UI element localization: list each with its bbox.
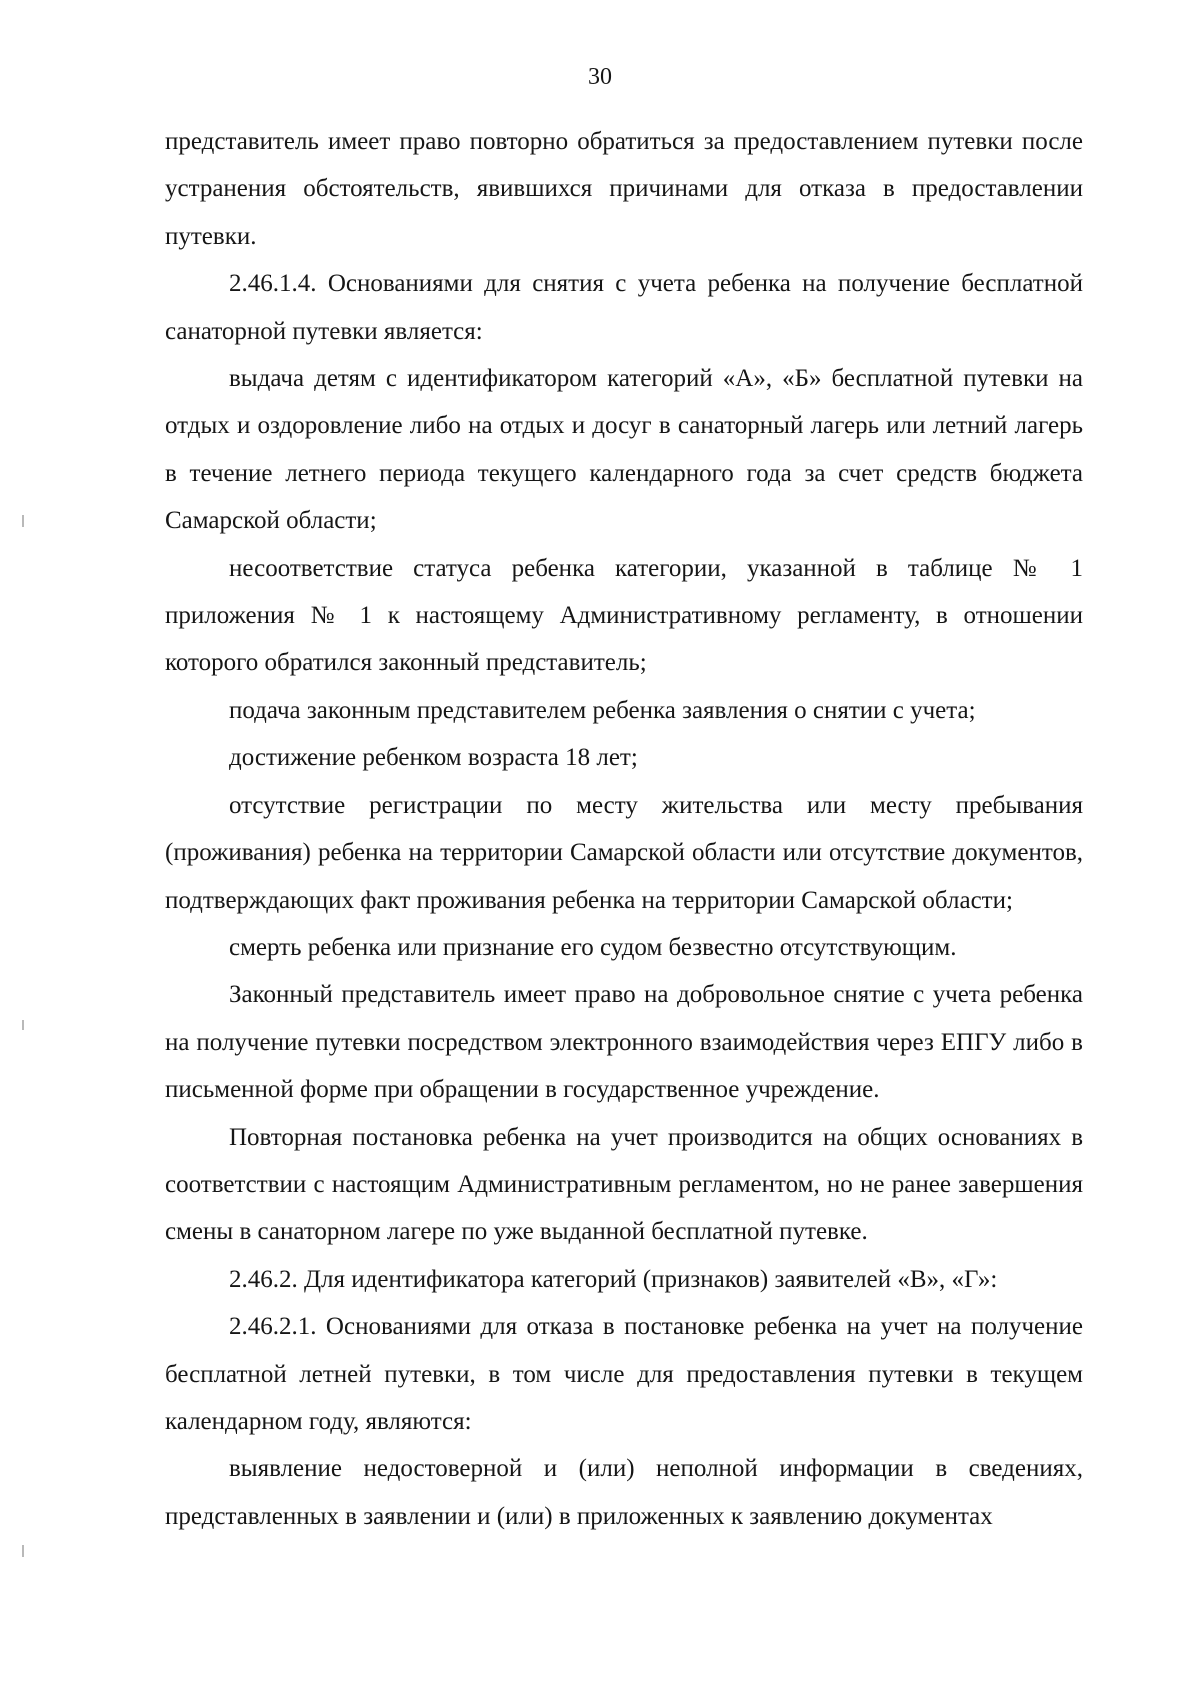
paragraph-ground-death: смерть ребенка или признание его судом безвестно отсутствующим.	[229, 933, 957, 961]
paragraph-clause-2-46-2-1: 2.46.2.1. Основаниями для отказа в постановке ребенка на учет на получение бесплатной летней путевки, в том числе для предоставления путевки в текущем календарном году, являются:	[165, 1313, 1083, 1435]
paragraph-re-registration: Повторная постановка ребенка на учет производится на общих основаниях в соответствии с настоящим Административным регламентом, но не ранее завершения смены в санаторном лагере по уже выданной бесплатной путевке.	[165, 1123, 1083, 1246]
paragraph-ground-age: достижение ребенком возраста 18 лет;	[229, 744, 638, 772]
scan-artifact-mark	[22, 1545, 24, 1557]
paragraph-ground-registration: отсутствие регистрации по месту жительства или месту пребывания (проживания) ребенка на территории Самарской области или отсутствие документов, подтверждающих факт проживания ребенка на территории Самарской области;	[165, 791, 1083, 914]
paragraph-clause-2-46-2: 2.46.2. Для идентификатора категорий (признаков) заявителей «В», «Г»:	[229, 1265, 998, 1293]
paragraph-clause-2-46-1-4: 2.46.1.4. Основаниями для снятия с учета ребенка на получение бесплатной санаторной путевки является:	[165, 270, 1083, 345]
paragraph-voluntary-removal: Законный представитель имеет право на добровольное снятие с учета ребенка на получение путевки посредством электронного взаимодействия через ЕПГУ либо в письменной форме при обращении в государственное учреждение.	[165, 981, 1083, 1104]
scan-artifact-mark	[22, 515, 24, 527]
paragraph-ground-voucher-issued: выдача детям с идентификатором категорий «А», «Б» бесплатной путевки на отдых и оздоровление либо на отдых и досуг в санаторный лагерь или летний лагерь в течение летнего периода текущего календарного года за счет средств бюджета Самарской области;	[165, 365, 1083, 535]
paragraph-continuation: представитель имеет право повторно обратиться за предоставлением путевки после устранения обстоятельств, явившихся причинами для отказа в предоставлении путевки.	[165, 128, 1083, 250]
paragraph-ground-application: подача законным представителем ребенка заявления о снятии с учета;	[229, 696, 976, 724]
scan-artifact-mark	[22, 1020, 24, 1030]
document-body	[165, 118, 1083, 1540]
paragraph-ground-inaccurate-info: выявление недостоверной и (или) неполной информации в сведениях, представленных в заявлении и (или) в приложенных к заявлению документах	[165, 1455, 1083, 1530]
page-number: 30	[588, 64, 612, 90]
paragraph-ground-status-mismatch: несоответствие статуса ребенка категории, указанной в таблице № 1 приложения № 1 к настоящему Административному регламенту, в отношении которого обратился законный представитель;	[165, 554, 1083, 677]
